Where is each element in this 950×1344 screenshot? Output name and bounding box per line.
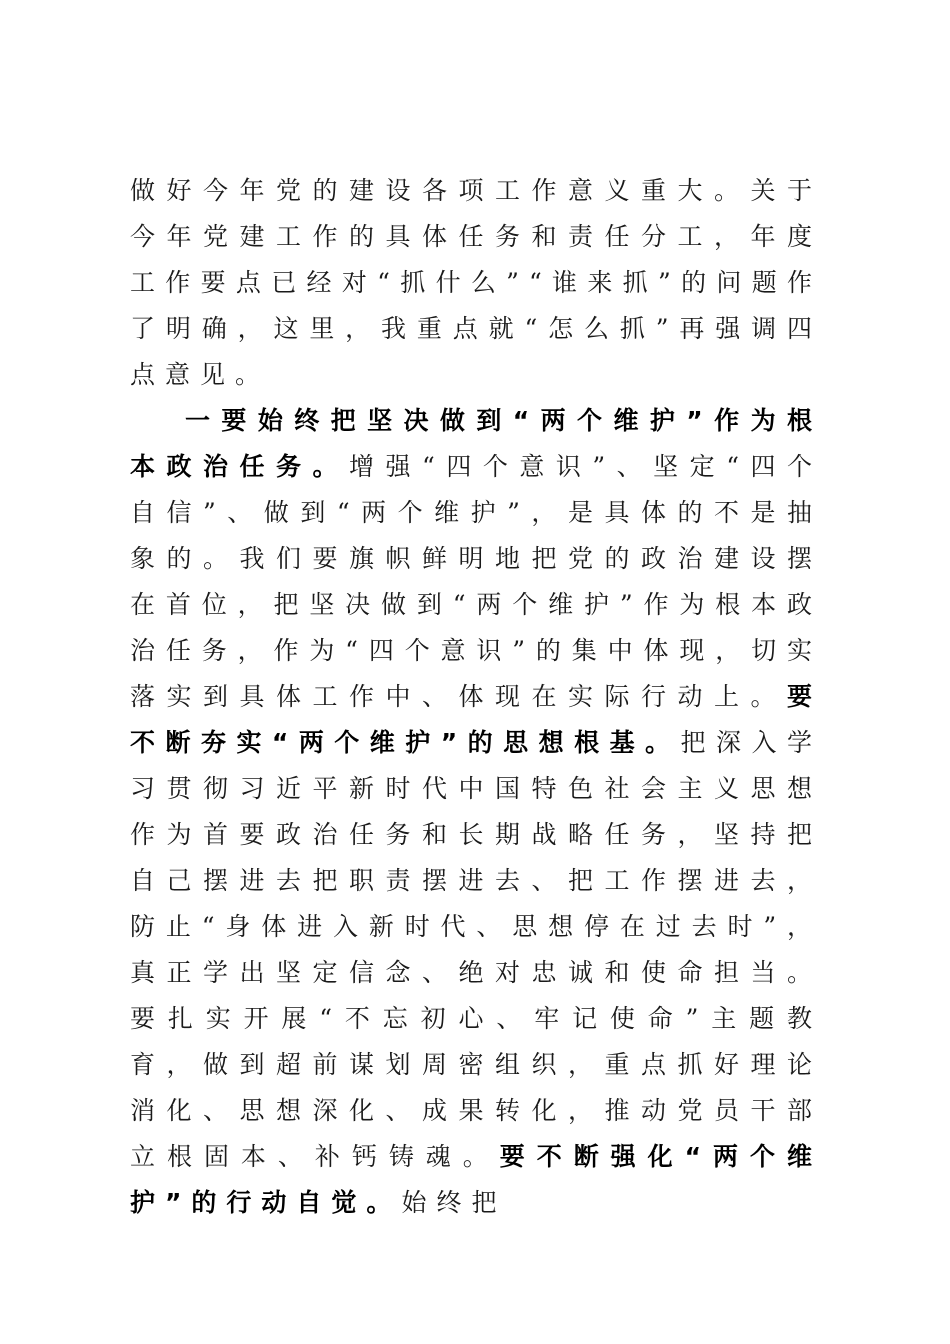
paragraph-text: 始终把 [401,1188,507,1217]
paragraph-intro [130,168,822,398]
heading-point-one: 一要始终把坚决做到“两个维护”作为根本政治任务。 [130,406,822,481]
subheading-ideological-foundation: 要不断夯实“两个维护”的思想根基。 [130,682,822,757]
paragraph-point-one [130,398,822,1226]
paragraph-text: 把深入学习贯彻习近平新时代中国特色社会主义思想作为首要政治任务和长期战略任务，坚持把自己摆进去把职责摆进去、把工作摆进去，防止“身体进入新时代、思想停在过去时”，真正学出坚定信念、绝对忠诚和使命担当。要扎实开展“不忘初心、牢记使命”主题教育，做到超前谋划周密组织，重点抓好理论消化、思想深化、成果转化，推动党员干部立根固本、补钙铸魂。 [130,728,822,1171]
paragraph-text: 做好今年党的建设各项工作意义重大。关于今年党建工作的具体任务和责任分工，年度工作要点已经对“抓什么”“谁来抓”的问题作了明确，这里，我重点就“怎么抓”再强调四点意见。 [130,176,822,389]
document-body [130,168,822,1226]
paragraph-text: 增强“四个意识”、坚定“四个自信”、做到“两个维护”，是具体的不是抽象的。我们要旗帜鲜明地把党的政治建设摆在首位，把坚决做到“两个维护”作为根本政治任务，作为“四个意识”的集中体现，切实落实到具体工作中、体现在实际行动上。 [130,452,822,711]
subheading-action-consciousness: 要不断强化“两个维护”的行动自觉。 [130,1142,822,1217]
